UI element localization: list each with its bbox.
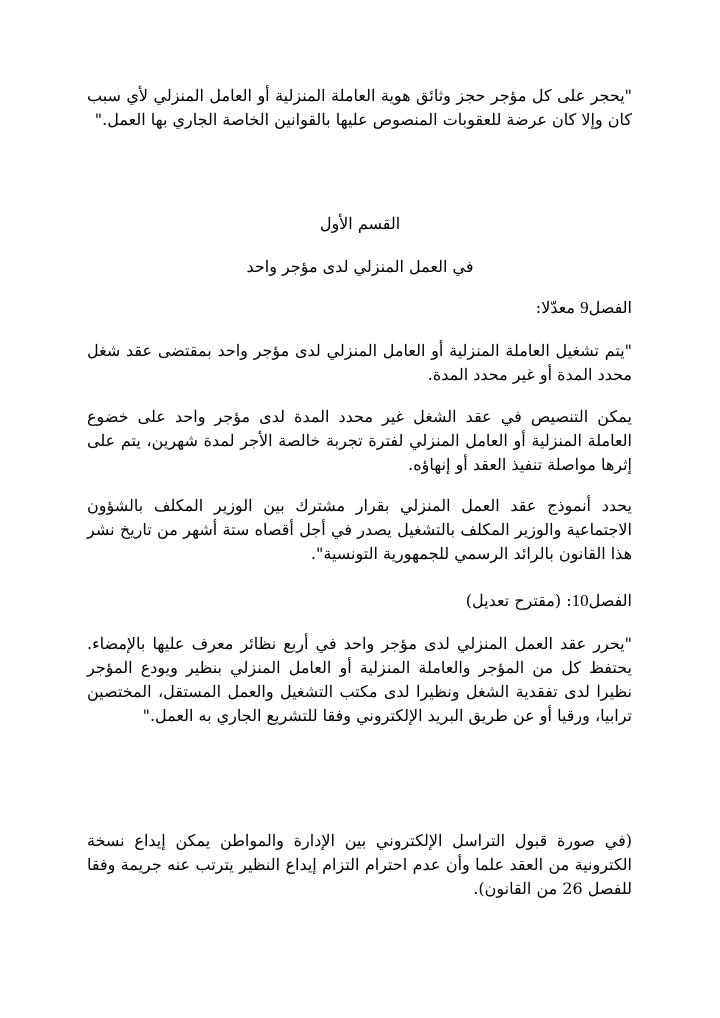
chapter-10-number: 10 xyxy=(571,591,589,610)
chapter-9-note: معدّلا: xyxy=(535,298,575,317)
chapter-9-heading xyxy=(536,296,632,320)
chapter-9-paragraph-2: يمكن التنصيص في عقد الشغل غير محدد المدة لدى مؤجر واحد على خضوع العاملة المنزلية أو العامل المنزلي لفترة تجربة خالصة الأجر لمدة شهرين، يتم على إثرها مواصلة تنفيذ العقد أو إنهاؤه. xyxy=(87,407,632,474)
footnote-paragraph: (في صورة قبول التراسل الإلكتروني بين الإدارة والمواطن يمكن إيداع نسخة الكترونية من العقد علما وأن عدم احترام التزام إيداع النظير يترتب عنه جريمة وفقا للفصل 26 من القانون). xyxy=(87,831,632,898)
chapter-10-word: الفصل xyxy=(588,591,632,610)
chapter-10-note: : (مقترح تعديل) xyxy=(465,591,572,610)
quote-top-paragraph: "يحجر على كل مؤجر حجز وثائق هوية العاملة المنزلية أو العامل المنزلي لأي سبب كان وإلا كان عرضة للعقوبات المنصوص عليها بالقوانين الخاصة الجاري بها العمل." xyxy=(87,86,632,129)
section-subtitle: في العمل المنزلي لدى مؤجر واحد xyxy=(246,257,474,276)
chapter-9-number: 9 xyxy=(580,298,589,317)
chapter-9-paragraph-1: "يتم تشغيل العاملة المنزلية أو العامل المنزلي لدى مؤجر واحد بمقتضى عقد شغل محدد المدة أو غير محدد المدة. xyxy=(87,341,632,384)
section-title: القسم الأول xyxy=(319,214,401,233)
chapter-9-word: الفصل xyxy=(588,298,632,317)
chapter-10-paragraph-1: "يحرر عقد العمل المنزلي لدى مؤجر واحد في أربع نظائر معرف عليها بالإمضاء. يحتفظ كل من المؤجر والعاملة المنزلية أو العامل المنزلي بنظير ويودع المؤجر نظيرا لدى تفقدية الشغل ونظيرا لدى مكتب التشغيل والعمل المستقل، المختصين ترابيا، ورقيا أو عن طريق البريد الإلكتروني وفقا للتشريع الجاري به العمل." xyxy=(87,634,632,725)
chapter-9-paragraph-3: يحدد أنموذج عقد العمل المنزلي بقرار مشترك بين الوزير المكلف بالشؤون الاجتماعية والوزير المكلف بالتشغيل يصدر في أجل أقصاه ستة أشهر من تاريخ نشر هذا القانون بالرائد الرسمي للجمهورية التونسية". xyxy=(87,496,632,563)
chapter-10-heading xyxy=(466,589,632,613)
